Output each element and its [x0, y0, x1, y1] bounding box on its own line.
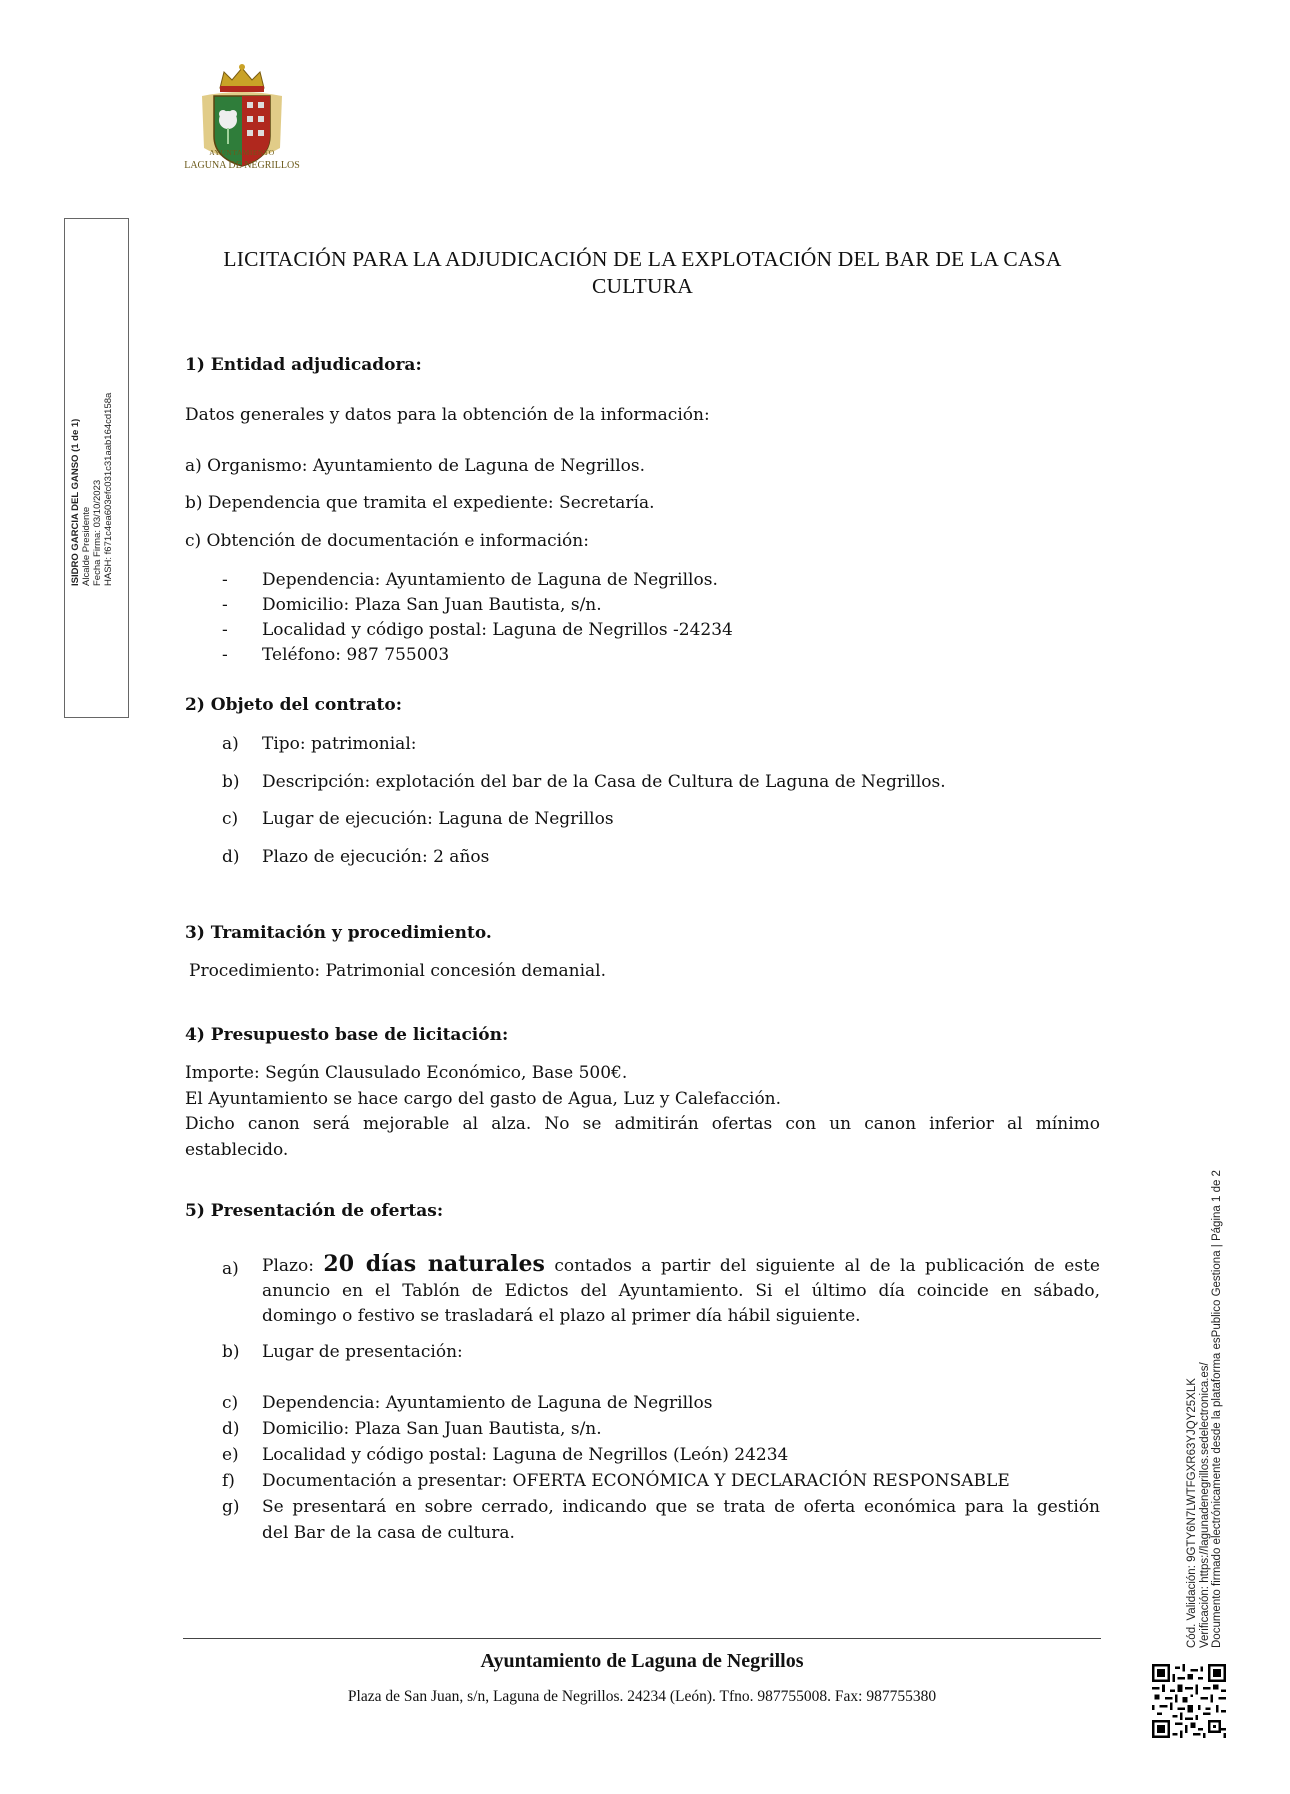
- deadline-line-2: anuncio en el Tablón de Edictos del Ayuntamiento. Si el último día coincide en sábado,: [262, 1281, 1100, 1301]
- budget-condition: Dicho canon será mejorable al alza. No se admitirán ofertas con un canon inferior al mínimo: [185, 1114, 1100, 1134]
- signature-date: Fecha Firma: 03/10/2023: [92, 479, 103, 586]
- budget-costs: El Ayuntamiento se hace cargo del gasto de Agua, Luz y Calefacción.: [185, 1088, 782, 1109]
- section-5-heading: 5) Presentación de ofertas:: [185, 1201, 444, 1221]
- list-marker: f): [222, 1471, 235, 1491]
- list-marker: c): [222, 1393, 239, 1413]
- envelope-line-1: Se presentará en sobre cerrado, indicando que se trata de oferta económica para la gestión: [262, 1497, 1100, 1517]
- deadline-item: [262, 1252, 1100, 1329]
- envelope-line-2: del Bar de la casa de cultura.: [262, 1523, 515, 1543]
- logo-caption-name: LAGUNA DE NEGRILLOS: [184, 160, 300, 171]
- signer-name: ISIDRO GARCIA DEL GANSO (1 de 1): [70, 418, 81, 586]
- section-3-text: Procedimiento: Patrimonial concesión demanial.: [189, 961, 606, 981]
- section-4-body: [185, 1061, 1100, 1163]
- list-item: Plazo de ejecución: 2 años: [262, 847, 490, 867]
- deadline-highlight: 20 días naturales: [323, 1251, 545, 1277]
- deadline-prefix: Plazo:: [262, 1256, 314, 1276]
- section-1-item-a: a) Organismo: Ayuntamiento de Laguna de Negrillos.: [185, 456, 645, 476]
- section-2-heading: 2) Objeto del contrato:: [185, 695, 402, 715]
- list-marker: g): [222, 1497, 240, 1517]
- footer-divider: [183, 1638, 1101, 1639]
- bullet-dash: -: [222, 570, 228, 590]
- bullet-dash: -: [222, 595, 228, 615]
- platform-note: Documento firmado electrónicamente desde la plataforma esPublico Gestiona | Página 1 de 2: [1211, 1170, 1223, 1648]
- validation-code: Cód. Validación: 9GTY6N7LWTFGXR63YJQY25XLK: [1186, 1378, 1198, 1648]
- list-item: Domicilio: Plaza San Juan Bautista, s/n.: [262, 595, 602, 615]
- budget-condition-end: establecido.: [185, 1139, 289, 1160]
- list-marker: d): [222, 1419, 240, 1439]
- list-item: Dependencia: Ayuntamiento de Laguna de Negrillos.: [262, 570, 718, 590]
- list-item: [262, 1494, 1100, 1546]
- signer-role: Alcalde Presidente: [81, 506, 92, 586]
- verification-block: [1186, 1088, 1224, 1648]
- section-1-item-c: c) Obtención de documentación e información:: [185, 531, 589, 551]
- list-marker: a): [222, 734, 239, 754]
- section-1-item-b: b) Dependencia que tramita el expediente: Secretaría.: [185, 493, 655, 513]
- logo-caption-top: AYUNTAMIENTO: [209, 148, 275, 157]
- coat-of-arms-logo: [180, 58, 304, 176]
- list-item: Domicilio: Plaza San Juan Bautista, s/n.: [262, 1419, 602, 1439]
- list-marker: b): [222, 1342, 240, 1362]
- list-item: Lugar de presentación:: [262, 1342, 463, 1362]
- list-marker: b): [222, 772, 240, 792]
- list-item: Localidad y código postal: Laguna de Negrillos -24234: [262, 620, 733, 640]
- verification-url[interactable]: Verificación: https://lagunadenegrillos.sedelectronica.es/: [1198, 1362, 1211, 1648]
- list-item: Lugar de ejecución: Laguna de Negrillos: [262, 809, 614, 829]
- list-marker: e): [222, 1445, 239, 1465]
- list-marker: c): [222, 809, 239, 829]
- deadline-line-3: domingo o festivo se trasladará el plazo al primer día hábil siguiente.: [262, 1306, 861, 1326]
- list-item: Descripción: explotación del bar de la Casa de Cultura de Laguna de Negrillos.: [262, 772, 946, 792]
- list-item: Teléfono: 987 755003: [262, 645, 450, 665]
- section-1-heading: 1) Entidad adjudicadora:: [185, 355, 422, 375]
- footer-address: Plaza de San Juan, s/n, Laguna de Negrillos. 24234 (León). Tfno. 987755008. Fax: 987755380: [347, 1688, 937, 1705]
- bullet-dash: -: [222, 645, 228, 665]
- list-item: Documentación a presentar: OFERTA ECONÓMICA Y DECLARACIÓN RESPONSABLE: [262, 1471, 1010, 1491]
- section-4-heading: 4) Presupuesto base de licitación:: [185, 1025, 509, 1045]
- signature-hash: HASH: f671c4ea603efc031c31aab164cd158a: [103, 392, 114, 586]
- footer-org-name: Ayuntamiento de Laguna de Negrillos: [480, 1650, 804, 1672]
- signature-block: [70, 366, 114, 586]
- qr-code-icon: [1152, 1664, 1226, 1738]
- section-3-heading: 3) Tramitación y procedimiento.: [185, 923, 492, 943]
- bullet-dash: -: [222, 620, 228, 640]
- list-marker: d): [222, 847, 240, 867]
- budget-amount: Importe: Según Clausulado Económico, Base 500€.: [185, 1063, 628, 1083]
- document-title: LICITACIÓN PARA LA ADJUDICACIÓN DE LA EXPLOTACIÓN DEL BAR DE LA CASA CULTURA: [223, 247, 1062, 298]
- list-item: Tipo: patrimonial:: [262, 734, 417, 754]
- list-item: Localidad y código postal: Laguna de Negrillos (León) 24234: [262, 1445, 789, 1465]
- list-item: Dependencia: Ayuntamiento de Laguna de Negrillos: [262, 1393, 713, 1413]
- deadline-text: contados a partir del siguiente al de la publicación de este: [554, 1256, 1100, 1276]
- section-1-intro: Datos generales y datos para la obtención de la información:: [185, 405, 710, 425]
- list-marker: a): [222, 1259, 239, 1279]
